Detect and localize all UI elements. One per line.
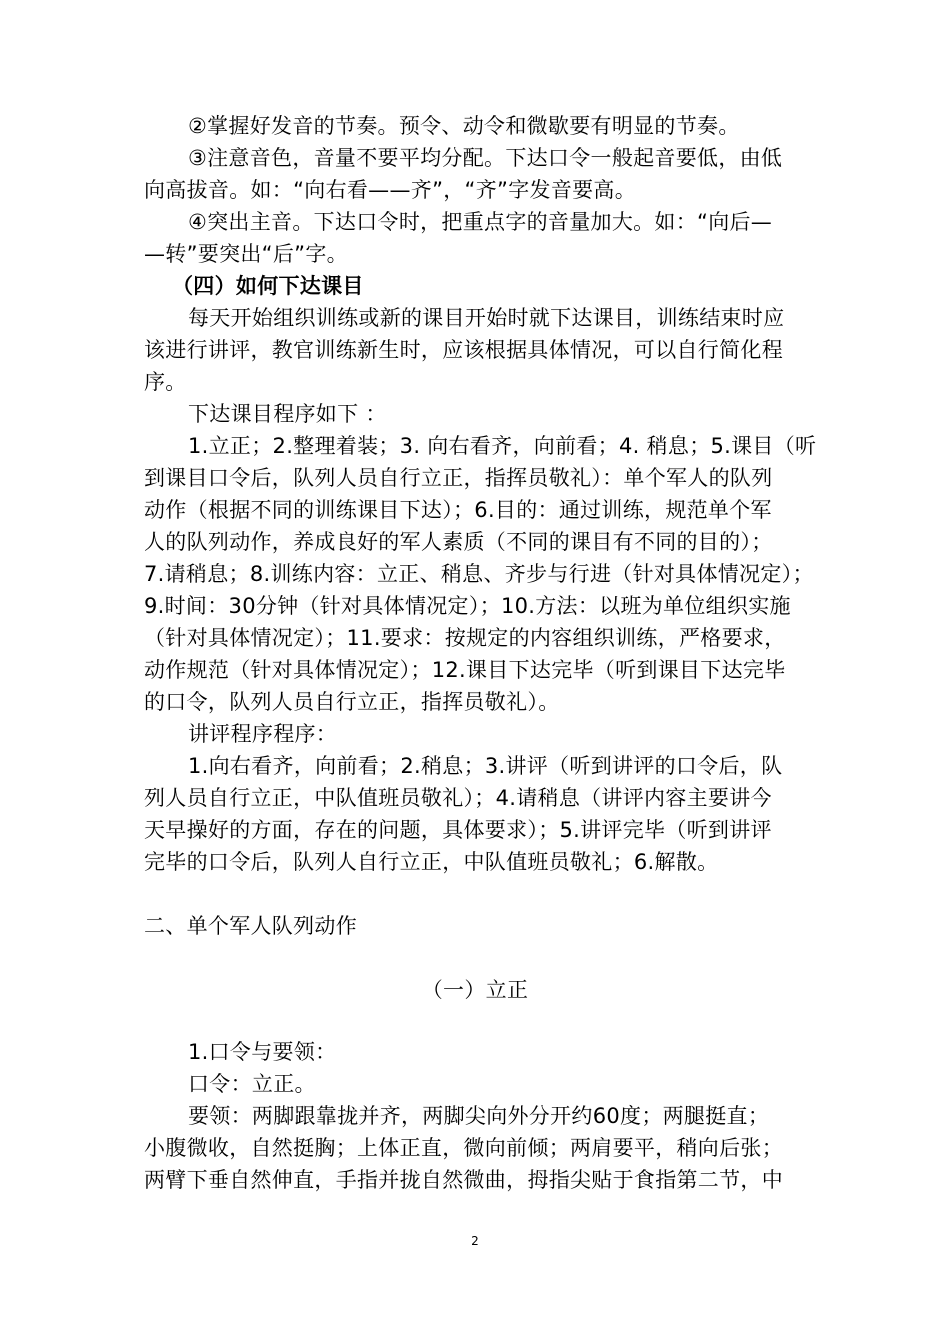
paragraph-line: 1.立正；2.整理着装；3. 向右看齐，向前看；4. 稍息；5.课目（听 — [188, 434, 817, 458]
paragraph-line: ③注意音色，音量不要平均分配。下达口令一般起音要低，由低 — [188, 146, 783, 170]
paragraph-line: 列人员自行立正，中队值班员敬礼）；4.请稍息（讲评内容主要讲今 — [144, 786, 772, 810]
paragraph-line: 两臂下垂自然伸直，手指并拢自然微曲，拇指尖贴于食指第二节，中 — [144, 1168, 783, 1192]
paragraph-line: —转”要突出“后”字。 — [144, 242, 348, 266]
paragraph-line: 下达课目程序如下 ： — [188, 402, 387, 426]
paragraph-line: 1.向右看齐，向前看；2.稍息；3.讲评（听到讲评的口令后，队 — [188, 754, 783, 778]
paragraph-line: 口令：立正。 — [188, 1072, 316, 1096]
paragraph-line: 1.口令与要领： — [188, 1040, 337, 1064]
paragraph-line: 该进行讲评，教官训练新生时，应该根据具体情况，可以自行简化程 — [144, 338, 783, 362]
paragraph-line: 小腹微收，自然挺胸；上体正直，微向前倾；两肩要平，稍向后张； — [144, 1136, 783, 1160]
paragraph-line: 序。 — [144, 370, 187, 394]
paragraph-line: 动作规范（针对具体情况定）；12.课目下达完毕（听到课目下达完毕 — [144, 658, 786, 682]
paragraph-line: 的口令，队列人员自行立正，指挥员敬礼）。 — [144, 690, 560, 714]
subsection-heading: （一）立正 — [421, 978, 529, 1002]
paragraph-line: （针对具体情况定）；11.要求：按规定的内容组织训练，严格要求， — [144, 626, 786, 650]
paragraph-line: 动作（根据不同的训练课目下达）；6.目的：通过训练，规范单个军 — [144, 498, 772, 522]
paragraph-line: 7.请稍息；8.训练内容：立正、稍息、齐步与行进（针对具体情况定）； — [144, 562, 814, 586]
page-number: 2 — [471, 1234, 479, 1248]
paragraph-line: 天早操好的方面，存在的问题，具体要求）；5.讲评完毕（听到讲评 — [144, 818, 772, 842]
paragraph-line: 向高拔音。如：“向右看——齐”，“齐”字发音要高。 — [144, 178, 637, 202]
paragraph-line: 讲评程序程序： — [188, 722, 338, 746]
chapter-heading: 二、单个军人队列动作 — [144, 914, 357, 938]
paragraph-line: 每天开始组织训练或新的课目开始时就下达课目，训练结束时应 — [188, 306, 785, 330]
section-heading: （四）如何下达课目 — [172, 274, 364, 298]
paragraph-line: 到课目口令后，队列人员自行立正，指挥员敬礼）：单个军人的队列 — [144, 466, 773, 490]
paragraph-line: ②掌握好发音的节奏。预令、动令和微歇要有明显的节奏。 — [188, 114, 740, 138]
paragraph-line: 9.时间：30分钟（针对具体情况定）；10.方法：以班为单位组织实施 — [144, 594, 791, 618]
paragraph-line: 人的队列动作，养成良好的军人素质（不同的课目有不同的目的）； — [144, 530, 773, 554]
paragraph-line: 完毕的口令后，队列人自行立正，中队值班员敬礼；6.解散。 — [144, 850, 719, 874]
paragraph-line: ④突出主音。下达口令时，把重点字的音量加大。如：“向后— — [188, 210, 773, 234]
paragraph-line: 要领：两脚跟靠拢并齐，两脚尖向外分开约60度；两腿挺直； — [188, 1104, 770, 1128]
